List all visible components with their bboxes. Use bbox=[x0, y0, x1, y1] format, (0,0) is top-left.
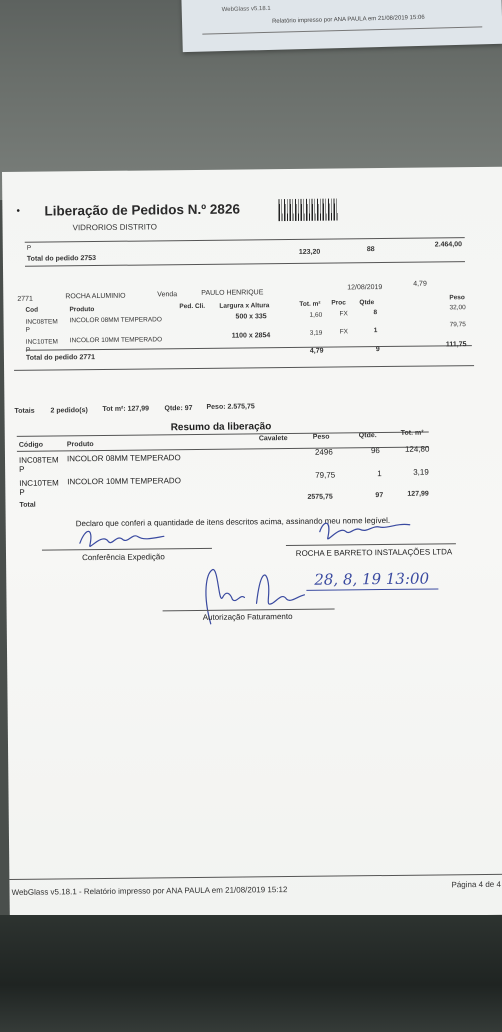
item-qtde: 1 bbox=[373, 327, 378, 335]
summary-col-qtde: Qtde. bbox=[358, 432, 377, 440]
item-cod-suffix: P bbox=[25, 326, 31, 334]
bullet-mark: • bbox=[16, 205, 20, 217]
col-largura-altura: Largura x Altura bbox=[219, 302, 270, 310]
summary-total-qtde: 97 bbox=[375, 492, 384, 500]
divider bbox=[25, 237, 465, 243]
summary-title: Resumo da liberação bbox=[170, 421, 272, 434]
top-sheet-app: WebGlass v5.18.1 bbox=[221, 5, 271, 14]
date-underline bbox=[306, 588, 438, 590]
item-produto: INCOLOR 10MM TEMPERADO bbox=[69, 336, 163, 345]
authorization-label: Autorização Faturamento bbox=[202, 611, 293, 622]
col-cod: Cod bbox=[25, 306, 39, 314]
prev-order-qtde: 88 bbox=[366, 246, 375, 254]
item-cod: INC08TEM bbox=[25, 318, 58, 326]
summary-row-codigo: INC10TEM bbox=[19, 478, 59, 488]
item-proc: FX bbox=[339, 328, 349, 336]
summary-col-peso: Peso bbox=[312, 433, 330, 441]
page-title: Liberação de Pedidos N.º 2826 bbox=[44, 201, 240, 219]
totals-pedidos: 2 pedido(s) bbox=[50, 407, 88, 415]
totals-m2: Tot m²: 127,99 bbox=[102, 405, 150, 413]
order-total-qtde: 9 bbox=[375, 346, 380, 354]
item-peso: 32,00 bbox=[449, 304, 466, 312]
summary-col-tot-m2: Tot. m² bbox=[400, 429, 424, 437]
summary-col-produto: Produto bbox=[66, 441, 94, 449]
company-signature bbox=[314, 513, 424, 546]
item-peso: 79,75 bbox=[449, 321, 466, 329]
col-tot-m2: Tot. m² bbox=[299, 300, 321, 308]
item-cod: INC10TEM bbox=[25, 338, 58, 346]
report-page bbox=[2, 167, 502, 920]
company-name: VIDRORIOS DISTRITO bbox=[72, 222, 157, 233]
item-cod-suffix: P bbox=[25, 346, 31, 354]
company-label: ROCHA E BARRETO INSTALAÇÕES LTDA bbox=[295, 547, 453, 558]
item-dims: 500 x 335 bbox=[235, 313, 267, 321]
order-total-peso: 111,75 bbox=[445, 341, 467, 349]
summary-row-codigo-suffix: P bbox=[19, 464, 25, 474]
summary-row-produto: INCOLOR 08MM TEMPERADO bbox=[66, 453, 181, 464]
totals-label: Totais bbox=[14, 407, 35, 415]
top-sheet-report: Relatório impresso por ANA PAULA em 21/08/2019 15:06 bbox=[271, 14, 425, 25]
divider bbox=[14, 365, 474, 371]
item-dims: 1100 x 2854 bbox=[231, 332, 271, 340]
item-tot-m2: 3,19 bbox=[309, 329, 323, 337]
summary-col-codigo: Código bbox=[18, 441, 44, 449]
order-client: ROCHA ALUMINIO bbox=[65, 292, 126, 301]
summary-col-cavalete: Cavalete bbox=[258, 435, 288, 443]
prev-order-total-label: Total do pedido 2753 bbox=[26, 255, 97, 263]
totals-peso: Peso: 2.575,75 bbox=[206, 403, 255, 411]
summary-row-tot-m2: 124,80 bbox=[404, 444, 430, 454]
order-type: Venda bbox=[157, 291, 178, 299]
background-bottom bbox=[0, 915, 502, 1032]
summary-total-label: Total bbox=[19, 501, 36, 509]
order-date: 12/08/2019 bbox=[347, 284, 383, 292]
declaration-text: Declaro que conferi a quantidade de itens descritos acima, assinando meu nome legível. bbox=[75, 515, 391, 529]
conference-label: Conferência Expedição bbox=[81, 552, 165, 563]
summary-row-tot-m2: 3,19 bbox=[413, 467, 429, 477]
col-qtde: Qtde bbox=[359, 299, 375, 307]
col-peso: Peso bbox=[449, 294, 465, 302]
order-total-label: Total do pedido 2771 bbox=[25, 354, 96, 362]
order-total-m2: 4,79 bbox=[309, 347, 324, 355]
order-value: 4,79 bbox=[413, 280, 427, 288]
totals-qtde: Qtde: 97 bbox=[164, 405, 193, 413]
barcode-icon bbox=[278, 198, 338, 221]
prev-order-peso: 2.464,00 bbox=[434, 241, 463, 249]
divider bbox=[26, 345, 472, 354]
summary-row-codigo-suffix: P bbox=[19, 487, 25, 497]
page-number: Página 4 de 4 bbox=[451, 879, 501, 890]
item-produto: INCOLOR 08MM TEMPERADO bbox=[69, 316, 162, 325]
col-produto: Produto bbox=[69, 306, 95, 314]
summary-row-qtde: 96 bbox=[370, 446, 380, 456]
prev-order-m2: 123,20 bbox=[298, 248, 321, 256]
summary-row-peso: 2496 bbox=[314, 447, 333, 457]
footer-rule bbox=[9, 874, 502, 880]
footer-report-info: WebGlass v5.18.1 - Relatório impresso por ANA PAULA em 21/08/2019 15:12 bbox=[11, 885, 288, 897]
item-qtde: 8 bbox=[373, 309, 378, 317]
summary-row-produto: INCOLOR 10MM TEMPERADO bbox=[67, 476, 181, 487]
order-number: 2771 bbox=[17, 295, 33, 303]
item-proc: FX bbox=[339, 310, 348, 318]
summary-row-peso: 79,75 bbox=[315, 470, 336, 480]
order-seller: PAULO HENRIQUE bbox=[201, 289, 264, 297]
handwritten-date: 28, 8, 19 13:00 bbox=[314, 569, 430, 589]
p-marker: P bbox=[26, 244, 32, 252]
previous-page-sheet bbox=[181, 0, 502, 52]
summary-total-peso: 2575,75 bbox=[307, 493, 333, 501]
item-tot-m2: 1,60 bbox=[309, 311, 323, 319]
signature-line bbox=[286, 543, 456, 546]
col-proc: Proc bbox=[331, 299, 346, 307]
summary-row-codigo: INC08TEM bbox=[18, 455, 59, 465]
top-sheet-rule bbox=[202, 26, 482, 34]
summary-total-m2: 127,99 bbox=[407, 490, 429, 498]
col-ped-cli: Ped. Cli. bbox=[179, 302, 206, 311]
summary-row-qtde: 1 bbox=[377, 469, 382, 479]
